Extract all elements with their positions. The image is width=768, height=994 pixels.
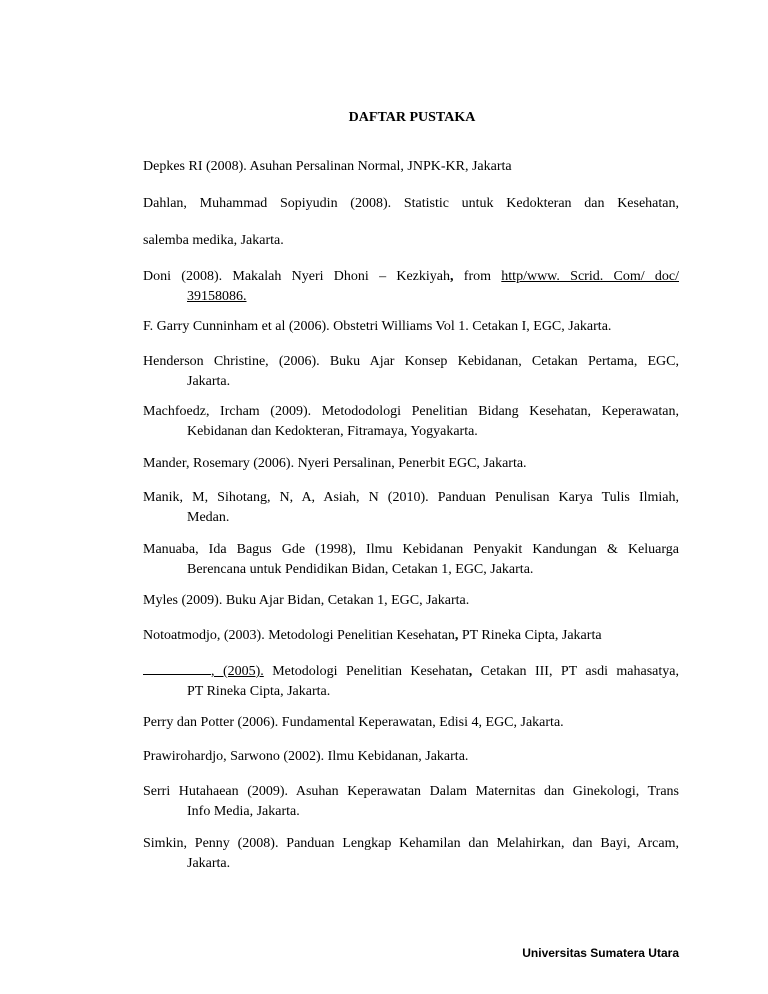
reference-continuation: Jakarta. [187, 374, 231, 389]
reference-line: , (2005). Metodologi Penelitian Kesehatan, Cetakan III, PT asdi mahasatya, [143, 661, 679, 682]
reference-entry [143, 194, 679, 214]
reference-line: Doni (2008). Makalah Nyeri Dhoni – Kezkiyah, from http/www. Scrid. Com/ doc/ [143, 269, 679, 284]
reference-entry [143, 834, 679, 874]
reference-line: Machfoedz, Ircham (2009). Metododologi Penelitian Bidang Kesehatan, Keperawatan, [143, 404, 679, 419]
reference-line: Perry dan Potter (2006). Fundamental Keperawatan, Edisi 4, EGC, Jakarta. [143, 715, 564, 730]
reference-line: Mander, Rosemary (2006). Nyeri Persalinan, Penerbit EGC, Jakarta. [143, 456, 527, 471]
reference-line: salemba medika, Jakarta. [143, 233, 284, 248]
reference-line: Notoatmodjo, (2003). Metodologi Penelitian Kesehatan, PT Rineka Cipta, Jakarta [143, 628, 602, 643]
reference-entry [143, 713, 679, 733]
reference-entry [143, 661, 679, 702]
reference-continuation: Kebidanan dan Kedokteran, Fitramaya, Yogyakarta. [187, 424, 478, 439]
reference-line: Myles (2009). Buku Ajar Bidan, Cetakan 1, EGC, Jakarta. [143, 593, 470, 608]
ditto-line [143, 661, 211, 675]
reference-line: Serri Hutahaean (2009). Asuhan Keperawatan Dalam Maternitas dan Ginekologi, Trans [143, 784, 679, 799]
reference-continuation: Berencana untuk Pendidikan Bidan, Cetakan 1, EGC, Jakarta. [187, 562, 534, 577]
reference-entry [143, 488, 679, 528]
reference-line: F. Garry Cunninham et al (2006). Obstetri Williams Vol 1. Cetakan I, EGC, Jakarta. [143, 319, 612, 334]
reference-entry [143, 317, 679, 337]
reference-entry [143, 231, 679, 251]
reference-continuation: PT Rineka Cipta, Jakarta. [187, 684, 331, 699]
reference-entry [143, 626, 679, 646]
reference-entry [143, 157, 679, 177]
reference-entry [143, 402, 679, 442]
page-title: DAFTAR PUSTAKA [348, 110, 476, 125]
reference-entry [143, 782, 679, 822]
reference-entry [143, 267, 679, 307]
reference-line: Manik, M, Sihotang, N, A, Asiah, N (2010). Panduan Penulisan Karya Tulis Ilmiah, [143, 490, 679, 505]
reference-line: Prawirohardjo, Sarwono (2002). Ilmu Kebidanan, Jakarta. [143, 749, 469, 764]
reference-continuation: Info Media, Jakarta. [187, 804, 300, 819]
reference-entry [143, 454, 679, 474]
reference-ditto: , (2005). [143, 664, 264, 679]
page-footer: Universitas Sumatera Utara [522, 946, 679, 960]
reference-continuation: Jakarta. [187, 856, 231, 871]
reference-link[interactable]: 39158086. [187, 289, 247, 304]
reference-continuation [143, 287, 679, 307]
reference-link[interactable]: http/www. Scrid. Com/ doc/ [501, 269, 679, 284]
reference-entry [143, 540, 679, 580]
reference-line: Simkin, Penny (2008). Panduan Lengkap Kehamilan dan Melahirkan, dan Bayi, Arcam, [143, 836, 679, 851]
reference-line: Manuaba, Ida Bagus Gde (1998), Ilmu Kebidanan Penyakit Kandungan & Keluarga [143, 542, 679, 557]
reference-line: Henderson Christine, (2006). Buku Ajar Konsep Kebidanan, Cetakan Pertama, EGC, [143, 354, 679, 369]
reference-entry [143, 747, 679, 767]
reference-line: Dahlan, Muhammad Sopiyudin (2008). Statistic untuk Kedokteran dan Kesehatan, [143, 196, 679, 211]
reference-continuation: Medan. [187, 510, 230, 525]
reference-entry [143, 591, 679, 611]
reference-entry [143, 352, 679, 392]
reference-line: Depkes RI (2008). Asuhan Persalinan Normal, JNPK-KR, Jakarta [143, 159, 512, 174]
